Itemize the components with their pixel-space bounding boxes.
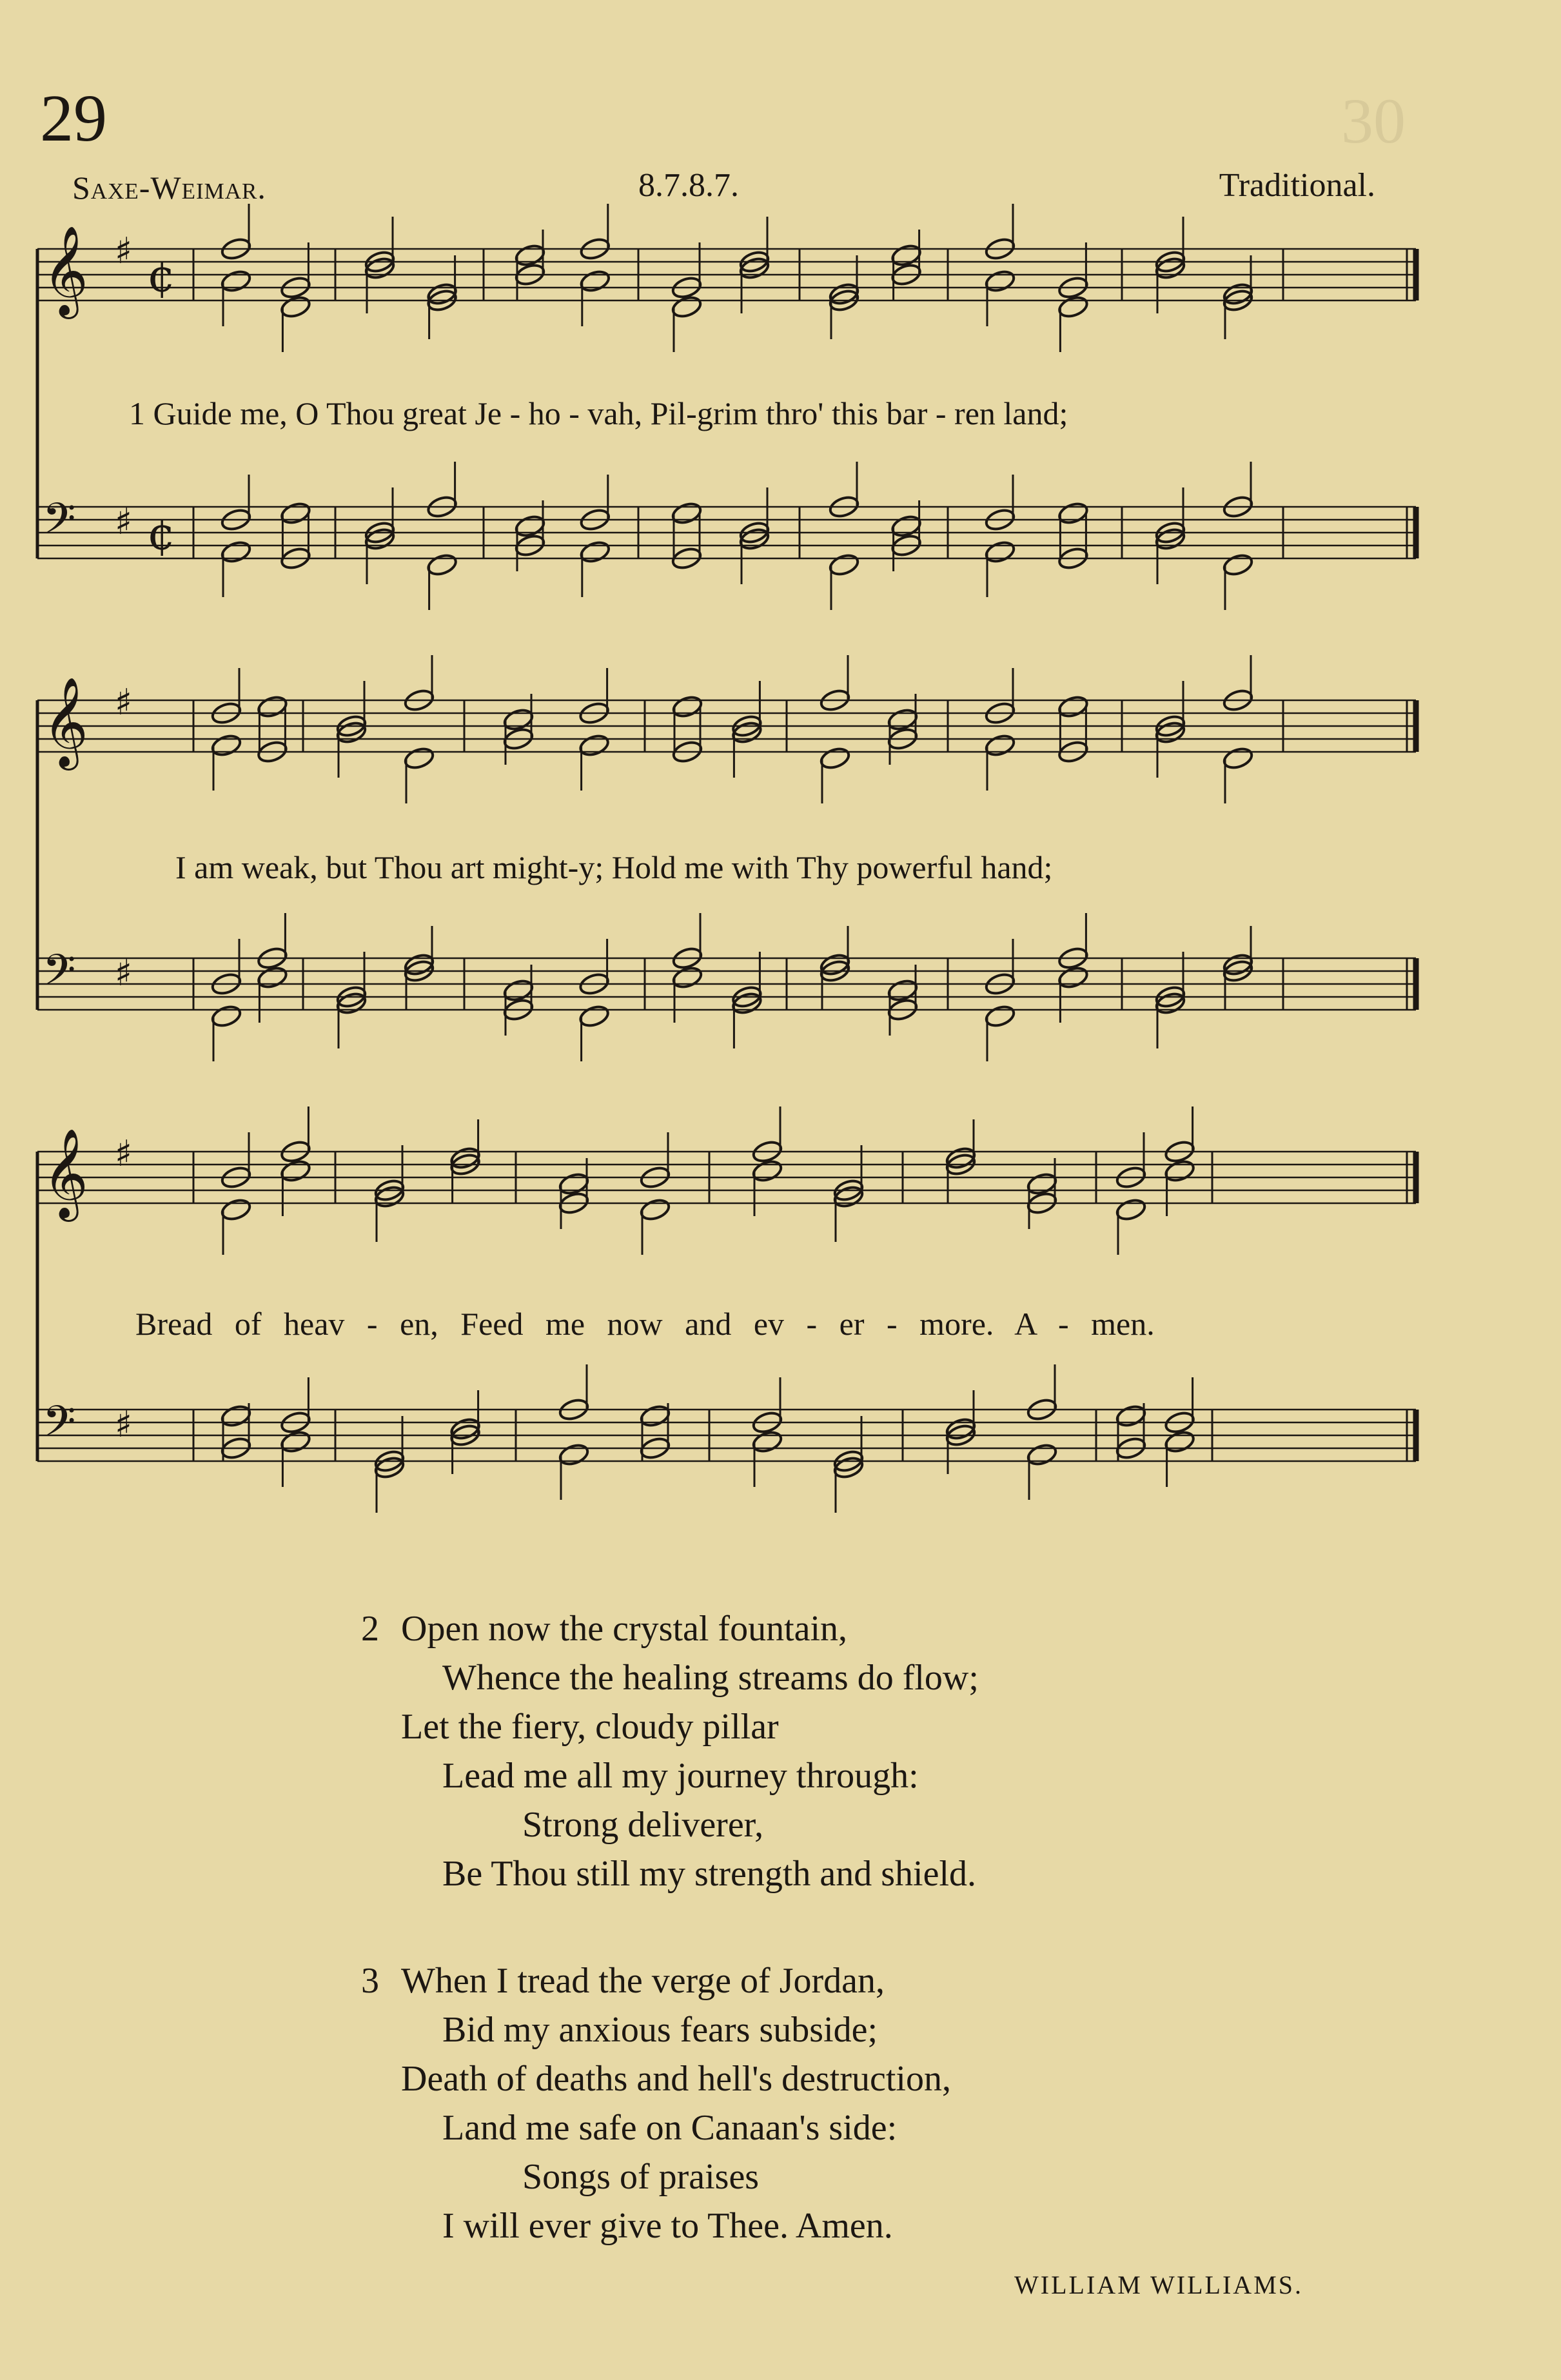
bleed-through: 30 [1341, 85, 1406, 157]
stanza-line: Bid my anxious fears subside; [442, 2010, 878, 2050]
hymn-author: WILLIAM WILLIAMS. [1014, 2270, 1303, 2299]
note-head [220, 539, 252, 564]
note-head [1222, 552, 1254, 577]
note-head [984, 1003, 1016, 1028]
note-head [558, 1171, 590, 1196]
note-head [502, 707, 535, 732]
key-signature-sharp-icon: ♯ [115, 682, 133, 723]
note-head [210, 733, 242, 758]
stanza-line: Land me safe on Canaan's side: [442, 2108, 898, 2148]
note-head [751, 1158, 783, 1183]
note-head [558, 1442, 590, 1467]
note-head [256, 694, 288, 719]
note-head [502, 978, 535, 1003]
note-head [1163, 1158, 1195, 1183]
note-head [1115, 1197, 1147, 1222]
note-head [403, 745, 435, 771]
stanza-number: 3 [361, 1961, 379, 2001]
note-head [514, 242, 546, 268]
tune-name: Saxe-Weimar. [72, 170, 266, 206]
note-head [639, 1403, 671, 1428]
lyric-line-3: Bread of heav - en, Feed me now and ev - er - more. A - men. [135, 1306, 1155, 1342]
note-head [671, 965, 703, 990]
treble-clef-icon: 𝄞 [43, 677, 88, 767]
stanza-3 [361, 1956, 951, 2250]
stanza-number: 2 [361, 1609, 379, 1649]
note-head [1057, 294, 1089, 319]
cut-time-icon: ¢ [147, 507, 176, 560]
note-head [639, 1197, 671, 1222]
note-head [578, 733, 610, 758]
stanza-line: Strong deliverer, [522, 1805, 764, 1845]
key-signature-sharp-icon: ♯ [115, 1133, 133, 1175]
stanza-line: Open now the crystal fountain, [401, 1609, 848, 1649]
stanza-line: Whence the healing streams do flow; [442, 1658, 979, 1698]
note-head [1115, 1403, 1147, 1428]
note-head [279, 1429, 311, 1454]
composer: Traditional. [1219, 167, 1375, 204]
note-head [256, 965, 288, 990]
note-head [1026, 1442, 1058, 1467]
note-head [890, 242, 922, 268]
bass-clef-icon: 𝄢 [43, 494, 76, 554]
stanza-line: Death of deaths and hell's destruction, [401, 2059, 951, 2099]
note-head [279, 1158, 311, 1183]
key-signature-sharp-icon: ♯ [115, 952, 133, 994]
note-head [887, 707, 919, 732]
stanza-line: When I tread the verge of Jordan, [401, 1961, 885, 2001]
note-head [220, 1197, 252, 1222]
stanza-line: I will ever give to Thee. Amen. [442, 2206, 893, 2246]
note-head [220, 1403, 252, 1428]
stanza-line: Lead me all my journey through: [442, 1756, 919, 1796]
note-head [1222, 745, 1254, 771]
treble-clef-icon: 𝄞 [43, 1128, 88, 1218]
note-head [1057, 965, 1089, 990]
bass-clef-icon: 𝄢 [43, 945, 76, 1005]
note-head [1057, 694, 1089, 719]
note-head [751, 1429, 783, 1454]
note-head [279, 294, 311, 319]
note-head [671, 694, 703, 719]
stanza-2 [361, 1604, 979, 1898]
note-head [426, 552, 458, 577]
note-head [578, 1003, 610, 1028]
cut-time-icon: ¢ [147, 250, 176, 302]
note-head [1026, 1171, 1058, 1196]
lyric-line-1: 1 Guide me, O Thou great Je - ho - vah, Pil-grim thro' this bar - ren land; [129, 395, 1068, 431]
meter: 8.7.8.7. [638, 167, 739, 204]
note-head [1057, 500, 1089, 526]
note-head [890, 513, 922, 538]
note-head [210, 1003, 242, 1028]
note-head [887, 978, 919, 1003]
stanza-line: Let the fiery, cloudy pillar [401, 1707, 779, 1747]
note-head [1163, 1429, 1195, 1454]
note-head [984, 733, 1016, 758]
note-head [828, 552, 860, 577]
bass-clef-icon: 𝄢 [43, 1397, 76, 1457]
stanza-line: Be Thou still my strength and shield. [442, 1854, 977, 1894]
note-head [279, 500, 311, 526]
stanza-line: Songs of praises [522, 2157, 760, 2197]
note-head [514, 513, 546, 538]
note-head [671, 294, 703, 319]
treble-clef-icon: 𝄞 [43, 226, 88, 315]
key-signature-sharp-icon: ♯ [115, 1404, 133, 1446]
note-head [819, 745, 851, 771]
note-head [984, 539, 1016, 564]
note-head [984, 268, 1016, 293]
key-signature-sharp-icon: ♯ [115, 230, 133, 272]
note-head [220, 268, 252, 293]
note-head [671, 500, 703, 526]
note-head [579, 268, 611, 293]
lyric-line-2: I am weak, but Thou art might-y; Hold me with Thy powerful hand; [175, 849, 1053, 885]
note-head [579, 539, 611, 564]
hymn-number: 29 [40, 81, 107, 155]
key-signature-sharp-icon: ♯ [115, 501, 133, 543]
